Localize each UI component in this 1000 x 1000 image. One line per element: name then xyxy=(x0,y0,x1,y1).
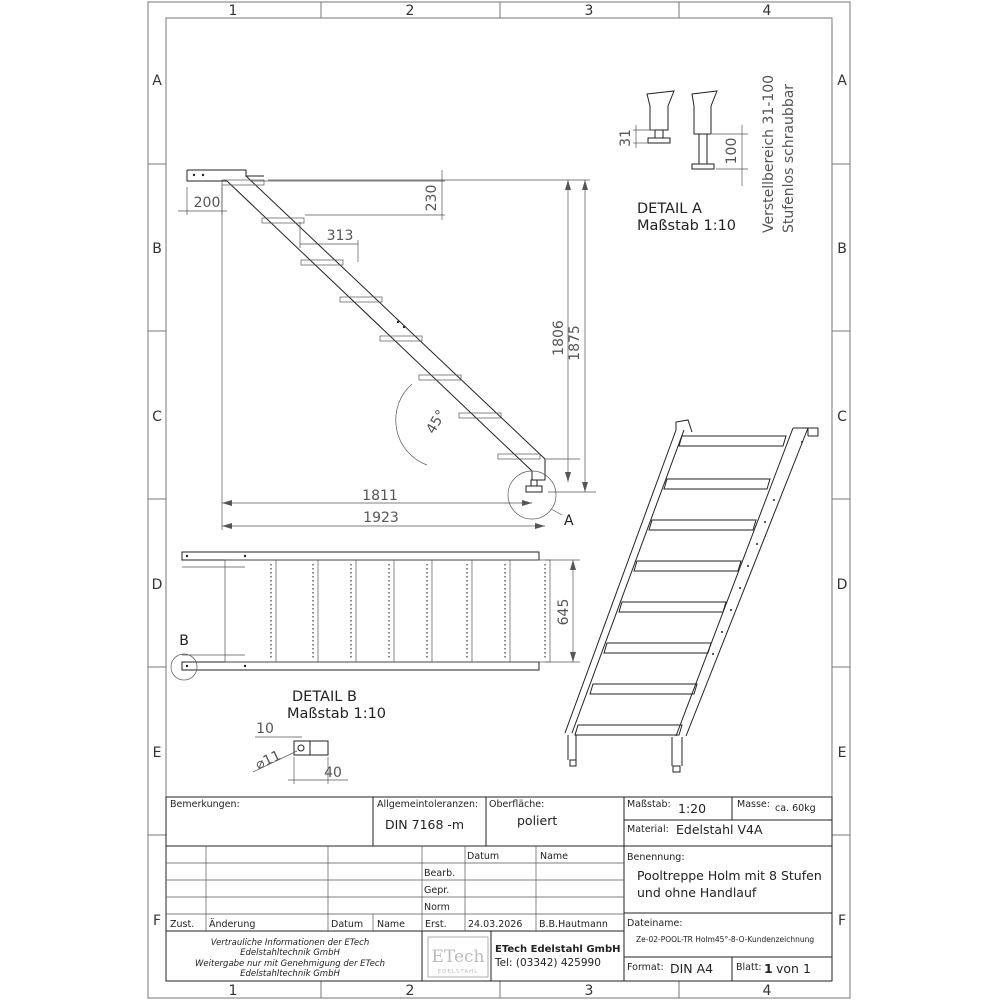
company-name: ETech Edelstahl GmbH xyxy=(495,944,621,955)
designation-line-1: Pooltreppe Holm mit 8 Stufen xyxy=(637,868,822,883)
logo-main: ETech xyxy=(431,947,485,967)
surface-value: poliert xyxy=(517,813,558,828)
zone-row-b-right: B xyxy=(837,241,847,257)
side-view xyxy=(187,170,574,529)
detail-b-scale: Maßstab 1:10 xyxy=(287,706,387,722)
zone-row-e-left: E xyxy=(152,745,162,761)
format-label: Format: xyxy=(627,962,664,973)
sheet-label: Blatt: xyxy=(736,962,762,973)
confidential-line-3: Weitergabe nur mit Genehmigung der ETech xyxy=(195,959,385,969)
zone-row-b-left: B xyxy=(152,241,162,257)
detail-a-marker: A xyxy=(564,513,574,529)
dim-200: 200 xyxy=(193,195,221,211)
zone-col-2-bottom: 2 xyxy=(405,983,415,999)
dim-angle-45: 45° xyxy=(423,407,450,437)
material-label: Material: xyxy=(627,824,669,835)
company-phone: Tel: (03342) 425990 xyxy=(495,957,601,969)
col-name: Name xyxy=(377,919,406,930)
dim-1923: 1923 xyxy=(363,510,399,526)
zone-col-4-top: 4 xyxy=(762,3,772,19)
dim-1811: 1811 xyxy=(362,488,398,504)
confidential-line-4: Edelstahltechnik GmbH xyxy=(240,969,340,979)
designation-line-2: und ohne Handlauf xyxy=(637,885,757,900)
confidential-line-2: Edelstahltechnik GmbH xyxy=(240,948,340,958)
row-bearb: Bearb. xyxy=(424,868,456,879)
zone-row-f-right: F xyxy=(837,913,847,929)
header-datum: Datum xyxy=(467,851,500,862)
dim-313: 313 xyxy=(326,228,354,244)
format-value: DIN A4 xyxy=(670,961,714,976)
zone-row-a-left: A xyxy=(152,73,162,89)
detail-b xyxy=(253,689,386,784)
header-name: Name xyxy=(540,851,569,862)
surface-label: Oberfläche: xyxy=(489,799,545,810)
col-aenderung: Änderung xyxy=(209,919,256,930)
detail-b-marker: B xyxy=(179,633,189,649)
side-view-dimensions xyxy=(178,170,596,530)
mass-label: Masse: xyxy=(737,799,770,810)
top-view-treads xyxy=(225,560,550,662)
zone-row-f-left: F xyxy=(152,913,162,929)
row-gepr: Gepr. xyxy=(424,885,450,896)
iso-tread-1 xyxy=(679,436,786,446)
zone-col-1-bottom: 1 xyxy=(228,983,238,999)
designation-label: Benennung: xyxy=(627,852,685,863)
logo-sub: EDELSTAHL xyxy=(437,969,479,975)
tread-4 xyxy=(340,297,382,302)
zone-row-c-right: C xyxy=(837,409,847,425)
tread-6 xyxy=(419,375,461,380)
zone-col-4-bottom: 4 xyxy=(762,983,772,999)
detail-a xyxy=(618,75,797,234)
top-view xyxy=(171,552,580,680)
erst-name: B.B.Hautmann xyxy=(539,919,608,930)
col-datum: Datum xyxy=(331,919,364,930)
zone-col-3-bottom: 3 xyxy=(584,983,594,999)
zone-col-3-top: 3 xyxy=(584,3,594,19)
zone-row-d-left: D xyxy=(151,577,163,593)
confidential-line-1: Vertrauliche Informationen der ETech xyxy=(210,938,370,948)
detail-b-dim-10: 10 xyxy=(256,721,274,737)
col-erst: Erst. xyxy=(425,919,447,930)
zone-row-e-right: E xyxy=(837,745,847,761)
detail-a-dim-31: 31 xyxy=(618,129,634,147)
col-zust: Zust. xyxy=(170,919,195,930)
iso-tread-4 xyxy=(634,561,741,571)
zone-col-2-top: 2 xyxy=(405,3,415,19)
scale-value: 1:20 xyxy=(678,801,707,816)
dim-230: 230 xyxy=(424,184,440,212)
detail-b-dim-dia: ⌀11 xyxy=(253,747,284,774)
iso-tread-8 xyxy=(575,725,682,735)
filename-value: Ze-02-POOL-TR Holm45°-8-O-Kundenzeichnung xyxy=(636,935,815,944)
iso-view xyxy=(565,420,818,772)
drawing-frame xyxy=(148,2,850,998)
dim-1875: 1875 xyxy=(567,325,583,361)
iso-tread-5 xyxy=(619,602,726,612)
detail-a-note-2: Stufenlos schraubbar xyxy=(781,83,797,233)
zone-row-a-right: A xyxy=(837,73,847,89)
remarks-label: Bemerkungen: xyxy=(170,799,240,810)
detail-b-dim-40: 40 xyxy=(324,765,342,781)
sheet-of: von 1 xyxy=(776,961,811,976)
tolerance-value: DIN 7168 -m xyxy=(385,817,465,832)
iso-tread-3 xyxy=(649,520,756,530)
detail-a-note-1: Verstellbereich 31-100 xyxy=(761,74,777,233)
mass-value: ca. 60kg xyxy=(775,803,816,814)
title-block xyxy=(166,797,832,981)
zone-row-c-left: C xyxy=(152,409,162,425)
zone-labels xyxy=(152,3,848,999)
detail-b-circle xyxy=(171,654,197,680)
dim-1806: 1806 xyxy=(551,320,567,356)
zone-row-d-right: D xyxy=(836,577,848,593)
detail-a-title: DETAIL A xyxy=(637,201,702,217)
iso-tread-7 xyxy=(590,684,697,694)
iso-tread-6 xyxy=(604,643,711,653)
tread-7 xyxy=(459,413,501,418)
dim-645: 645 xyxy=(556,598,572,626)
filename-label: Dateiname: xyxy=(627,918,683,929)
scale-label: Maßstab: xyxy=(627,799,671,810)
iso-tread-2 xyxy=(664,479,770,489)
erst-date: 24.03.2026 xyxy=(468,919,523,930)
row-norm: Norm xyxy=(424,902,450,913)
company-logo xyxy=(428,937,488,977)
material-value: Edelstahl V4A xyxy=(676,822,763,837)
sheet-value: 1 xyxy=(764,961,773,976)
detail-b-title: DETAIL B xyxy=(292,689,357,705)
detail-a-scale: Maßstab 1:10 xyxy=(637,218,737,234)
detail-a-dim-100: 100 xyxy=(724,137,740,165)
zone-col-1-top: 1 xyxy=(228,3,238,19)
tolerance-label: Allgemeintoleranzen: xyxy=(377,799,479,810)
